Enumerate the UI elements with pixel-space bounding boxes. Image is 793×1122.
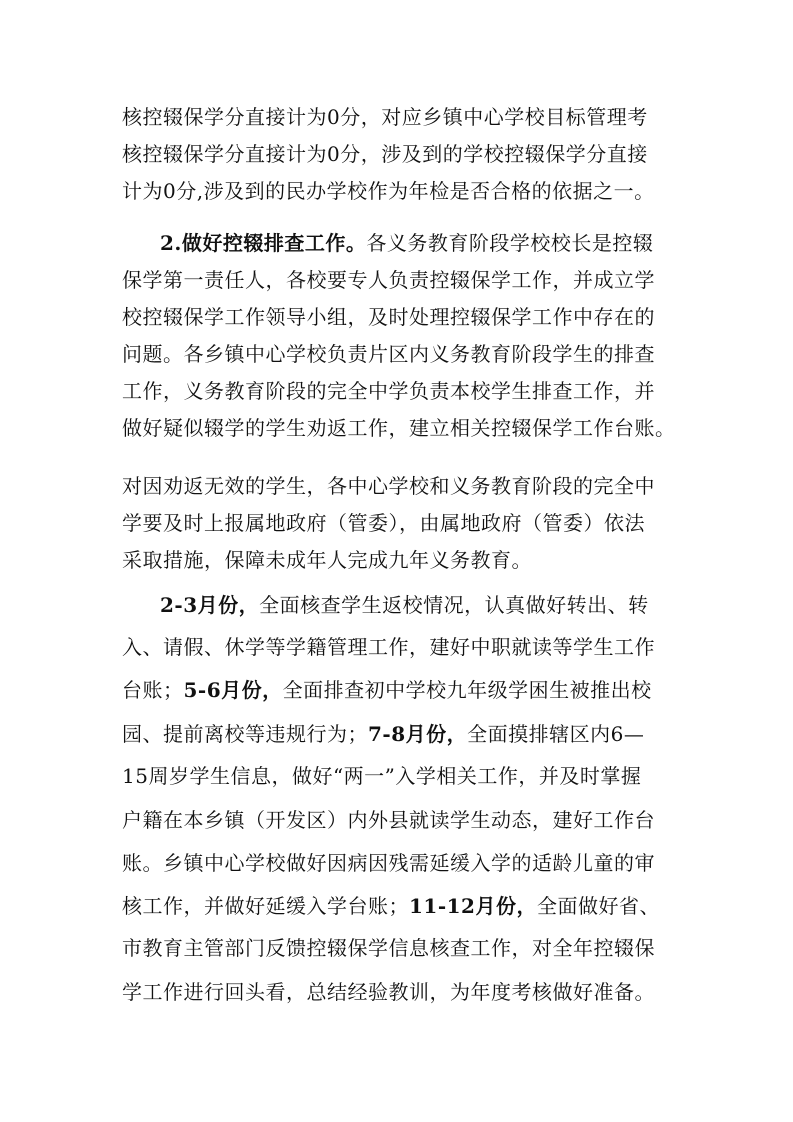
text-run: 问题。各乡镇中心学校负责片区内义务教育阶段学生的排查	[122, 342, 655, 366]
text-run: 台账；	[122, 678, 184, 702]
text-run: 工作，义务教育阶段的完全中学负责本校学生排查工作，并	[122, 379, 655, 403]
text-run: 全面排查初中学校九年级学困生被推出校	[282, 678, 652, 702]
text-run: 对因劝返无效的学生，各中心学校和义务教育阶段的完全中	[122, 474, 655, 498]
text-run: 园、提前离校等违规行为；	[122, 722, 368, 746]
text-run: 学工作进行回头看，总结经验教训，为年度考核做好准备。	[122, 980, 655, 1004]
text-run: 入、请假、休学等学籍管理工作，建好中职就读等学生工作	[122, 635, 655, 659]
text-line	[122, 410, 682, 446]
text-line	[122, 888, 682, 924]
text-line	[122, 299, 682, 335]
text-run: 核控辍保学分直接计为0分，涉及到的学校控辍保学分直接	[122, 142, 648, 166]
text-line	[122, 505, 682, 541]
text-line	[122, 542, 682, 578]
text-run: 全面摸排辖区内6—	[467, 722, 645, 746]
text-run: 做好疑似辍学的学生劝返工作，建立相关控辍保学工作台账。	[122, 416, 676, 440]
bold-text-run: 2-3月份，	[160, 593, 260, 617]
text-run: 全面做好省、	[536, 894, 660, 918]
bold-text-run: 2.做好控辍排查工作。	[160, 231, 367, 255]
text-line	[160, 587, 720, 623]
text-run: 户籍在本乡镇（开发区）内外县就读学生动态，建好工作台	[122, 808, 655, 832]
text-line	[122, 629, 682, 665]
text-line	[122, 99, 682, 135]
text-line	[122, 262, 682, 298]
text-run: 采取措施，保障未成年人完成九年义务教育。	[122, 548, 532, 572]
text-run: 各义务教育阶段学校校长是控辍	[366, 231, 654, 255]
text-run: 15周岁学生信息，做好“两一”入学相关工作，并及时掌握	[122, 764, 642, 788]
text-run: 保学第一责任人，各校要专人负责控辍保学工作，并成立学	[122, 268, 655, 292]
text-line	[122, 136, 682, 172]
text-line	[122, 672, 682, 708]
bold-text-run: 11-12月份，	[409, 894, 537, 918]
text-line	[122, 930, 682, 966]
text-line	[122, 974, 682, 1010]
text-run: 核工作，并做好延缓入学台账；	[122, 894, 409, 918]
text-line	[160, 225, 720, 261]
bold-text-run: 7-8月份，	[368, 722, 468, 746]
text-line	[122, 716, 682, 752]
text-line	[122, 845, 682, 881]
text-run: 全面核查学生返校情况，认真做好转出、转	[259, 593, 649, 617]
text-line	[122, 468, 682, 504]
text-line	[122, 373, 682, 409]
bold-text-run: 5-6月份，	[183, 678, 283, 702]
text-run: 计为0分,涉及到的民办学校作为年检是否合格的依据之一。	[122, 179, 655, 203]
text-line	[122, 758, 682, 794]
text-line	[122, 336, 682, 372]
text-line	[122, 173, 682, 209]
text-run: 市教育主管部门反馈控辍保学信息核查工作，对全年控辍保	[122, 936, 655, 960]
text-run: 账。乡镇中心学校做好因病因残需延缓入学的适龄儿童的审	[122, 851, 655, 875]
text-run: 校控辍保学工作领导小组，及时处理控辍保学工作中存在的	[122, 305, 655, 329]
text-line	[122, 802, 682, 838]
text-run: 核控辍保学分直接计为0分，对应乡镇中心学校目标管理考	[122, 105, 648, 129]
text-run: 学要及时上报属地政府（管委），由属地政府（管委）依法	[122, 511, 645, 535]
